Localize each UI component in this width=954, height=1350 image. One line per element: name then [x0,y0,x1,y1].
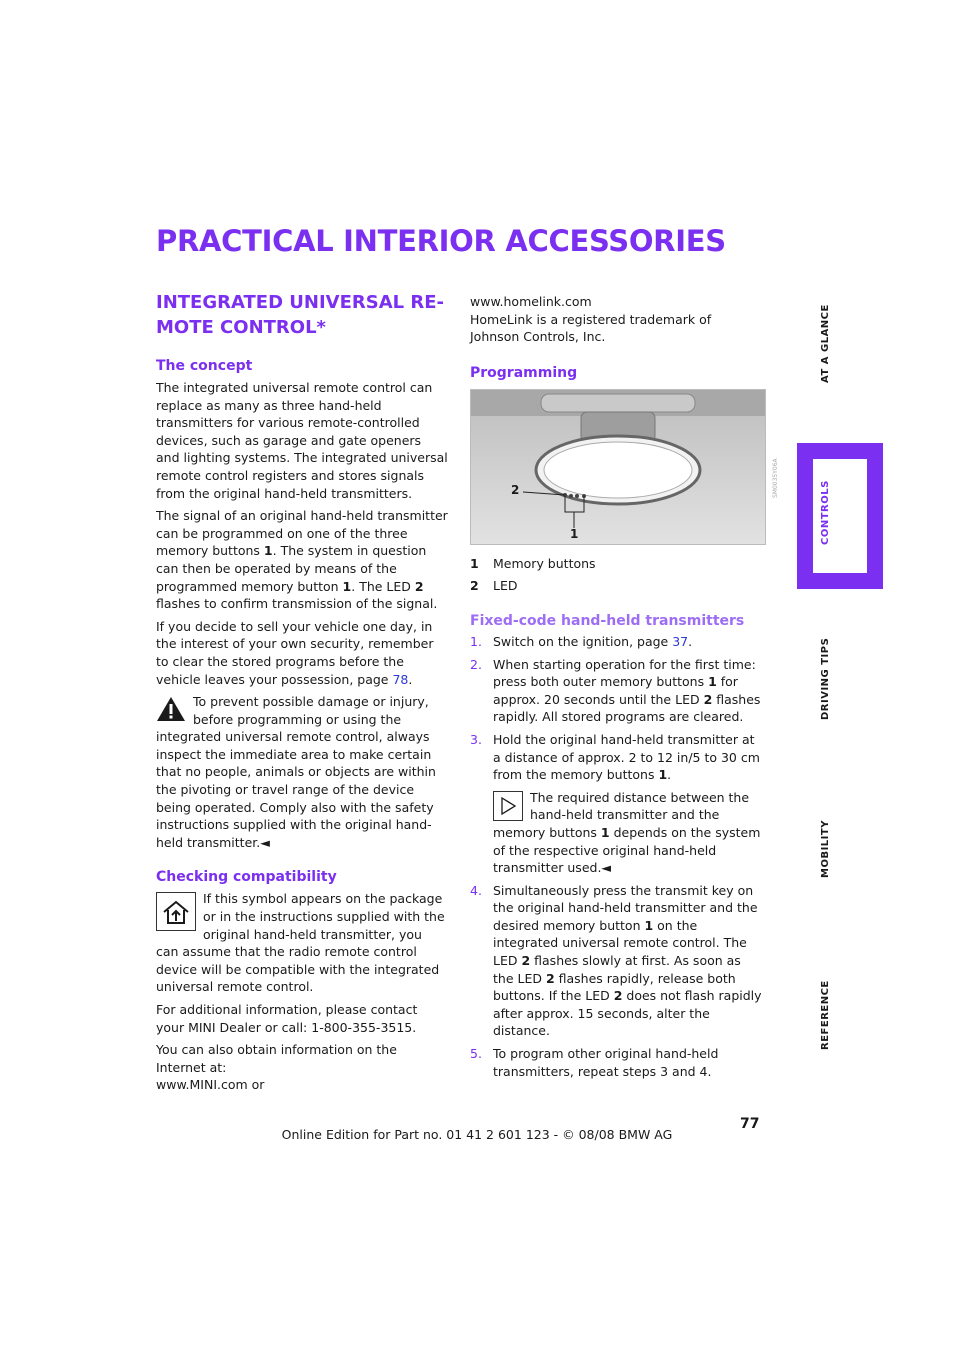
section-heading: INTEGRATED UNIVERSAL RE- MOTE CONTROL* [156,292,445,338]
step-item: 3. Hold the original hand-held transmitter at a distance of approx. 2 to 12 in/5 to 30 cm from the memory buttons 1. The required distance between the hand-held transmitter and the memory buttons 1 depends on the system of the respective original hand-held transmitter used.◄ [470,731,761,876]
step-item: 2. When starting operation for the first time: press both outer memory buttons 1 for approx. 20 seconds until the LED 2 flashes rapidly. All stored programs are cleared. [470,656,761,725]
tab-reference[interactable]: REFERENCE [820,980,831,1050]
page-link-37[interactable]: 37 [672,633,689,649]
tab-controls[interactable]: CONTROLS [820,480,831,545]
figure-code: SM0035Y06A [772,458,779,498]
step-item: 5. To program other original hand-held transmitters, repeat steps 3 and 4. [470,1046,719,1079]
homelink-house-icon [156,892,196,931]
programming-steps [470,633,762,1080]
tab-mobility[interactable]: MOBILITY [820,820,831,878]
distance-note: The required distance between the hand-held transmitter and the memory buttons 1 depends on the system of the respective original hand-held transmitter used.◄ [493,789,761,876]
warning-icon [156,695,186,723]
compatibility-paragraph-4: www.MINI.com or [156,1077,265,1093]
tab-at-a-glance[interactable]: AT A GLANCE [820,304,831,383]
figure-label-1: 1 [570,526,579,541]
compatibility-paragraph-1: If this symbol appears on the package or in the instructions supplied with the original hand-held transmitter, you can assume that the radio remote control device will be compatible with the integrated universal remote control. [156,891,445,995]
step-item: 1. Switch on the ignition, page 37. [470,633,693,649]
page-title: PRACTICAL INTERIOR ACCESSORIES [156,224,726,258]
concept-paragraph-3: If you decide to sell your vehicle one day, in the interest of your own security, remember to clear the stored programs before the vehicle leaves your possession, page 78. [156,618,434,687]
legend-item: 2 LED [470,578,518,594]
programming-heading: Programming [470,364,578,381]
compatibility-paragraph-2: For additional information, please contact your MINI Dealer or call: 1-800-355-3515. [156,1002,418,1035]
concept-paragraph-2: The signal of an original hand-held transmitter can be programmed on one of the three memory buttons 1. The system in question can then be operated by means of the programmed memory button 1. The LED 2 flashes to confirm transmission of the signal. [156,508,448,612]
step-item: 4. Simultaneously press the transmit key on the original hand-held transmitter and the desired memory button 1 on the integrated universal remote control. The LED 2 flashes slowly at first. As soon as the LED 2 flashes rapidly, release both buttons. If the LED 2 does not flash rapidly after approx. 15 seconds, alter the distance. [470,882,762,1039]
right-column [470,293,779,1085]
fixed-code-heading: Fixed-code hand-held transmitters [470,612,745,629]
legend-item: 1 Memory buttons [470,555,596,571]
concept-heading: The concept [156,358,253,374]
note-triangle-icon [493,791,523,821]
page-number: 77 [740,1116,760,1132]
page-link-78[interactable]: 78 [392,671,409,687]
left-column [156,290,448,1099]
footer-edition: Online Edition for Part no. 01 41 2 601 123 - © 08/08 BMW AG [281,1127,673,1142]
concept-paragraph-1: The integrated universal remote control can replace as many as three hand-held transmitters for various remote-controlled devices, such as garage and gate openers and lighting systems. The integrated universal remote control registers and stores signals from the original hand-held transmitters. [156,380,448,501]
warning-note: To prevent possible damage or injury, before programming or using the integrated universal remote control, always inspect the immediate area to make certain that no people, animals or objects are within the pivoting or travel range of the device being operated. Comply also with the safety instructions supplied with the original hand-held transmitter.◄ [156,694,436,850]
homelink-trademark: HomeLink is a registered trademark of Johnson Controls, Inc. [470,311,712,345]
compatibility-paragraph-3: You can also obtain information on the Internet at: [156,1042,397,1075]
compatibility-heading: Checking compatibility [156,869,337,886]
figure-illustration [471,390,765,544]
homelink-url: www.homelink.com [470,294,592,309]
tab-driving-tips[interactable]: DRIVING TIPS [820,637,831,720]
rearview-mirror-figure [470,389,766,545]
figure-label-2: 2 [511,482,520,497]
